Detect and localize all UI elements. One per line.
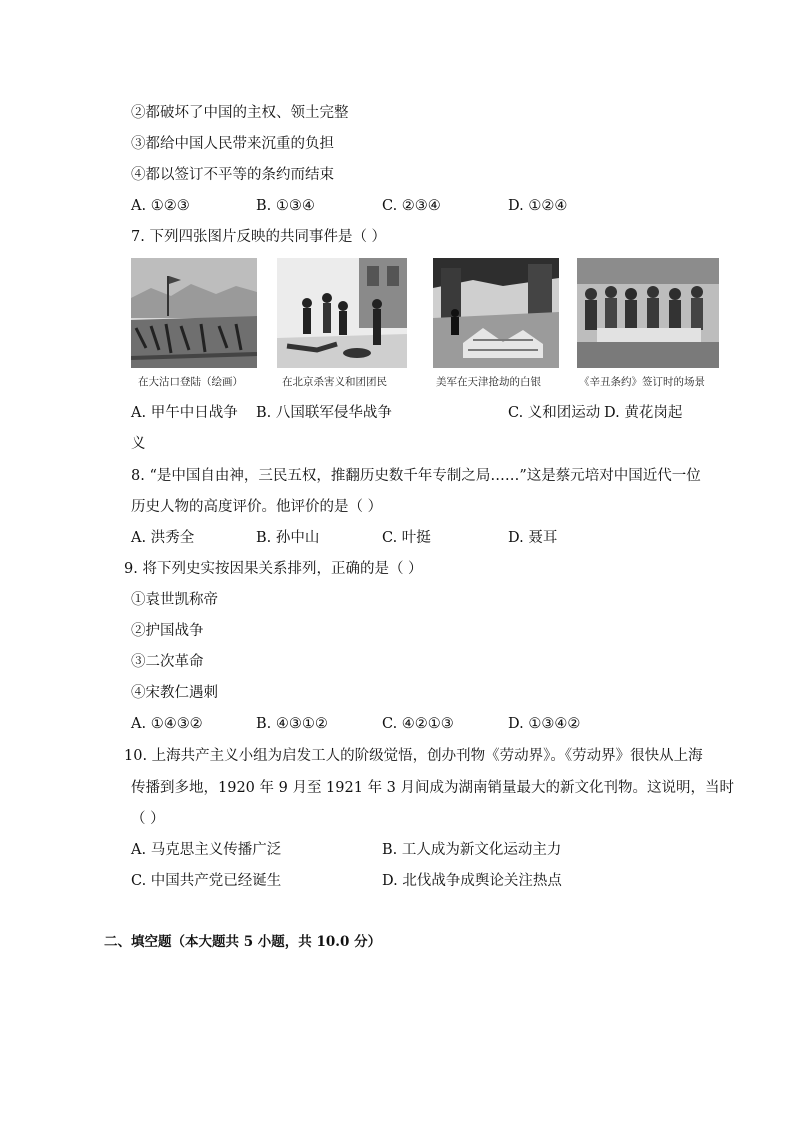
q9-option-d: D. ①③④② [508,716,581,732]
q7-picture-4 [577,258,719,368]
q10-option-c: C. 中国共产党已经诞生 [131,873,282,889]
q9-option-c: C. ④②①③ [382,716,454,732]
q7-caption-1: 在大沽口登陆（绘画） [138,376,243,388]
q6-option-d: D. ①②④ [508,198,568,214]
q7-caption-4: 《辛丑条约》签订时的场景 [579,376,705,388]
q7-stem: 7. 下列四张图片反映的共同事件是（ ） [131,229,387,245]
q9-stem: 9. 将下列史实按因果关系排列，正确的是（ ） [124,561,423,577]
q6-item-2: ②都破坏了中国的主权、领土完整 [131,105,349,121]
q7-option-b: B. 八国联军侵华战争 [256,405,392,421]
q6-option-a: A. ①②③ [131,198,190,214]
q7-caption-2: 在北京杀害义和团团民 [282,376,387,388]
q8-option-c: C. 叶挺 [382,530,431,546]
q7-picture-1 [131,258,257,368]
q7-option-a: A. 甲午中日战争 [131,405,238,421]
q8-option-d: D. 聂耳 [508,530,558,546]
q6-option-c: C. ②③④ [382,198,441,214]
q10-stem-line1: 10. 上海共产主义小组为启发工人的阶级觉悟，创办刊物《劳动界》。《劳动界》很快从上海 [124,748,703,764]
q9-item-2: ②护国战争 [131,623,204,639]
q10-option-d: D. 北伐战争成舆论关注热点 [382,873,562,889]
q9-item-3: ③二次革命 [131,654,204,670]
q7-picture-2 [277,258,407,368]
q7-picture-3 [433,258,559,368]
q9-option-b: B. ④③①② [256,716,328,732]
q10-option-b: B. 工人成为新文化运动主力 [382,842,562,858]
section-2-title: 二、填空题（本大题共 5 小题，共 10.0 分） [104,934,382,950]
q9-item-1: ①袁世凯称帝 [131,592,218,608]
q6-item-3: ③都给中国人民带来沉重的负担 [131,136,334,152]
q8-option-b: B. 孙中山 [256,530,320,546]
q9-item-4: ④宋教仁遇刺 [131,685,218,701]
q7-option-d: D. 黄花岗起 [604,405,683,421]
q8-option-a: A. 洪秀全 [131,530,195,546]
q9-option-a: A. ①④③② [131,716,203,732]
q6-option-b: B. ①③④ [256,198,315,214]
q6-item-4: ④都以签订不平等的条约而结束 [131,167,334,183]
q7-caption-3: 美军在天津抢劫的白银 [436,376,541,388]
q7-option-d-wrap: 义 [131,436,146,452]
q8-stem-line2: 历史人物的高度评价。他评价的是（ ） [131,499,383,515]
q10-stem-line2: 传播到多地，1920 年 9 月至 1921 年 3 月间成为湖南销量最大的新文化刊物。这说明，当时 [131,780,735,796]
q10-option-a: A. 马克思主义传播广泛 [131,842,282,858]
q8-stem-line1: 8. “是中国自由神，三民五权，推翻历史数千年专制之局……”这是蔡元培对中国近代一位 [131,468,701,484]
q10-stem-line3: （ ） [131,811,165,827]
q7-option-c: C. 义和团运动 [508,405,601,421]
